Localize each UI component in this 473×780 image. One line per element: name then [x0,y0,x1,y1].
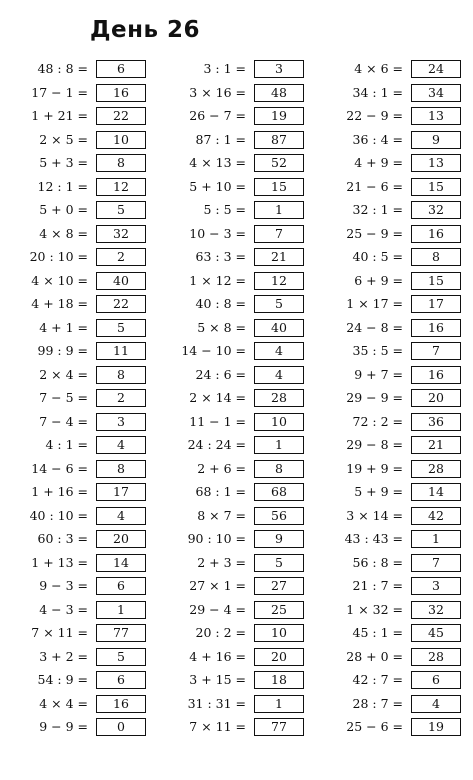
problem-expression: 32 : 1 = [352,202,403,217]
problem-expression: 1 × 32 = [346,601,403,617]
problem-expression: 25 − 9 = [346,225,403,241]
answer-box: 4 [96,507,146,525]
answer-box: 27 [254,577,304,595]
answer-box: 32 [96,225,146,243]
answer-box: 5 [96,319,146,337]
answer-box: 4 [411,695,461,713]
answer-box: 5 [254,295,304,313]
problem-expression: 3 × 16 = [189,84,246,100]
problem-expression: 14 − 10 = [181,343,246,358]
answer-box: 21 [254,248,304,266]
answer-box: 9 [411,131,461,149]
problem-expression: 31 : 31 = [187,695,246,711]
answer-box: 28 [411,460,461,478]
answer-box: 21 [411,436,461,454]
answer-box: 6 [96,577,146,595]
problem-expression: 22 − 9 = [346,108,403,123]
answer-box: 16 [411,319,461,337]
problem-expression: 7 × 11 = [31,625,88,640]
answer-box: 16 [411,225,461,243]
problem-expression: 56 : 8 = [352,554,403,570]
answer-box: 15 [254,178,304,196]
answer-box: 6 [96,671,146,689]
problem-expression: 29 − 4 = [189,601,246,617]
problem-expression: 3 + 15 = [189,672,246,687]
problem-expression: 43 : 43 = [344,531,403,546]
problem-expression: 28 + 0 = [346,648,403,664]
answer-box: 1 [254,436,304,454]
answer-box: 10 [254,413,304,431]
problem-expression: 40 : 5 = [352,249,403,264]
answer-box: 16 [411,366,461,384]
answer-box: 16 [96,695,146,713]
answer-box: 17 [411,295,461,313]
answer-box: 87 [254,131,304,149]
problem-expression: 40 : 10 = [29,507,88,523]
problem-expression: 14 − 6 = [31,460,88,476]
problem-expression: 4 : 1 = [45,437,88,452]
problem-expression: 11 − 1 = [189,413,246,429]
answer-box: 15 [411,272,461,290]
answer-box: 77 [254,718,304,736]
problem-expression: 4 + 18 = [31,296,88,311]
answer-box: 40 [254,319,304,337]
answer-box: 20 [96,530,146,548]
answer-box: 25 [254,601,304,619]
answer-box: 16 [96,84,146,102]
answer-box: 19 [254,107,304,125]
answer-box: 5 [254,554,304,572]
problem-expression: 60 : 3 = [37,531,88,546]
problem-expression: 27 × 1 = [189,578,246,593]
problem-expression: 54 : 9 = [37,672,88,687]
problem-expression: 2 × 4 = [39,366,88,382]
problem-expression: 63 : 3 = [195,249,246,264]
problem-expression: 12 : 1 = [37,178,88,194]
problem-expression: 29 − 8 = [346,437,403,452]
answer-box: 56 [254,507,304,525]
problem-expression: 48 : 8 = [37,61,88,76]
answer-box: 8 [96,366,146,384]
problem-expression: 9 − 9 = [39,719,88,734]
answer-box: 24 [411,60,461,78]
answer-box: 36 [411,413,461,431]
answer-box: 5 [96,201,146,219]
problem-expression: 4 + 1 = [39,319,88,335]
problem-expression: 2 + 6 = [197,460,246,476]
problem-expression: 45 : 1 = [352,625,403,640]
answer-box: 12 [254,272,304,290]
answer-box: 18 [254,671,304,689]
answer-box: 6 [96,60,146,78]
answer-box: 5 [96,648,146,666]
problem-expression: 42 : 7 = [352,672,403,687]
problem-expression: 24 : 6 = [195,366,246,382]
page-title: День 26 [90,17,201,43]
problem-expression: 87 : 1 = [195,131,246,147]
problem-expression: 5 + 10 = [189,178,246,194]
problem-expression: 4 + 16 = [189,648,246,664]
problem-expression: 2 + 3 = [197,554,246,570]
answer-box: 8 [96,154,146,172]
problem-expression: 40 : 8 = [195,296,246,311]
answer-box: 68 [254,483,304,501]
answer-box: 3 [254,60,304,78]
problem-expression: 4 × 13 = [189,155,246,170]
problem-expression: 5 × 8 = [197,319,246,335]
problem-expression: 5 : 5 = [203,202,246,217]
problem-expression: 6 + 9 = [354,272,403,288]
answer-box: 7 [411,342,461,360]
answer-box: 4 [96,436,146,454]
answer-box: 7 [411,554,461,572]
problem-expression: 29 − 9 = [346,390,403,405]
answer-box: 20 [254,648,304,666]
answer-box: 8 [96,460,146,478]
problem-expression: 20 : 2 = [195,625,246,640]
problem-expression: 1 × 17 = [346,296,403,311]
problem-expression: 5 + 0 = [39,202,88,217]
problem-expression: 4 + 9 = [354,155,403,170]
problem-expression: 21 − 6 = [346,178,403,194]
problem-expression: 1 + 16 = [31,484,88,499]
answer-box: 48 [254,84,304,102]
problem-expression: 1 × 12 = [189,272,246,288]
answer-box: 1 [411,530,461,548]
problem-expression: 24 : 24 = [187,437,246,452]
answer-box: 9 [254,530,304,548]
problem-expression: 4 × 4 = [39,695,88,711]
answer-box: 22 [96,107,146,125]
answer-box: 40 [96,272,146,290]
answer-box: 2 [96,389,146,407]
answer-box: 7 [254,225,304,243]
problem-expression: 4 × 6 = [354,61,403,76]
problem-expression: 20 : 10 = [29,249,88,264]
answer-box: 3 [96,413,146,431]
answer-box: 10 [254,624,304,642]
problem-expression: 10 − 3 = [189,225,246,241]
answer-box: 0 [96,718,146,736]
problem-expression: 5 + 3 = [39,155,88,170]
problem-expression: 19 + 9 = [346,460,403,476]
answer-box: 13 [411,107,461,125]
problem-expression: 3 × 14 = [346,507,403,523]
answer-box: 17 [96,483,146,501]
problem-expression: 72 : 2 = [352,413,403,429]
answer-box: 20 [411,389,461,407]
problem-expression: 90 : 10 = [187,531,246,546]
answer-box: 34 [411,84,461,102]
answer-box: 28 [411,648,461,666]
problem-expression: 28 : 7 = [352,695,403,711]
answer-box: 14 [96,554,146,572]
problem-expression: 68 : 1 = [195,484,246,499]
problem-expression: 24 − 8 = [346,319,403,335]
problem-expression: 8 × 7 = [197,507,246,523]
problem-expression: 1 + 21 = [31,108,88,123]
answer-box: 14 [411,483,461,501]
problem-expression: 4 − 3 = [39,601,88,617]
answer-box: 15 [411,178,461,196]
problem-expression: 4 × 10 = [31,272,88,288]
answer-box: 13 [411,154,461,172]
problem-expression: 21 : 7 = [352,578,403,593]
problem-expression: 7 − 4 = [39,413,88,429]
problem-expression: 4 × 8 = [39,225,88,241]
answer-box: 8 [411,248,461,266]
problem-expression: 36 : 4 = [352,131,403,147]
answer-box: 1 [254,695,304,713]
problem-expression: 25 − 6 = [346,719,403,734]
answer-box: 6 [411,671,461,689]
problem-expression: 9 − 3 = [39,578,88,593]
answer-box: 8 [254,460,304,478]
answer-box: 12 [96,178,146,196]
answer-box: 19 [411,718,461,736]
problem-expression: 34 : 1 = [352,84,403,100]
answer-box: 32 [411,601,461,619]
answer-box: 32 [411,201,461,219]
answer-box: 45 [411,624,461,642]
answer-box: 3 [411,577,461,595]
problem-expression: 1 + 13 = [31,554,88,570]
answer-box: 22 [96,295,146,313]
problem-expression: 3 + 2 = [39,648,88,664]
problem-expression: 9 + 7 = [354,366,403,382]
answer-box: 52 [254,154,304,172]
problem-expression: 3 : 1 = [203,61,246,76]
answer-box: 11 [96,342,146,360]
answer-box: 77 [96,624,146,642]
answer-box: 28 [254,389,304,407]
problem-expression: 7 × 11 = [189,719,246,734]
answer-box: 10 [96,131,146,149]
problem-expression: 5 + 9 = [354,484,403,499]
problem-expression: 99 : 9 = [37,343,88,358]
answer-box: 42 [411,507,461,525]
problem-expression: 26 − 7 = [189,108,246,123]
problem-expression: 2 × 14 = [189,390,246,405]
answer-box: 4 [254,342,304,360]
problem-expression: 2 × 5 = [39,131,88,147]
problem-expression: 35 : 5 = [352,343,403,358]
answer-box: 1 [96,601,146,619]
problem-expression: 17 − 1 = [31,84,88,100]
answer-box: 1 [254,201,304,219]
answer-box: 4 [254,366,304,384]
answer-box: 2 [96,248,146,266]
problem-expression: 7 − 5 = [39,390,88,405]
